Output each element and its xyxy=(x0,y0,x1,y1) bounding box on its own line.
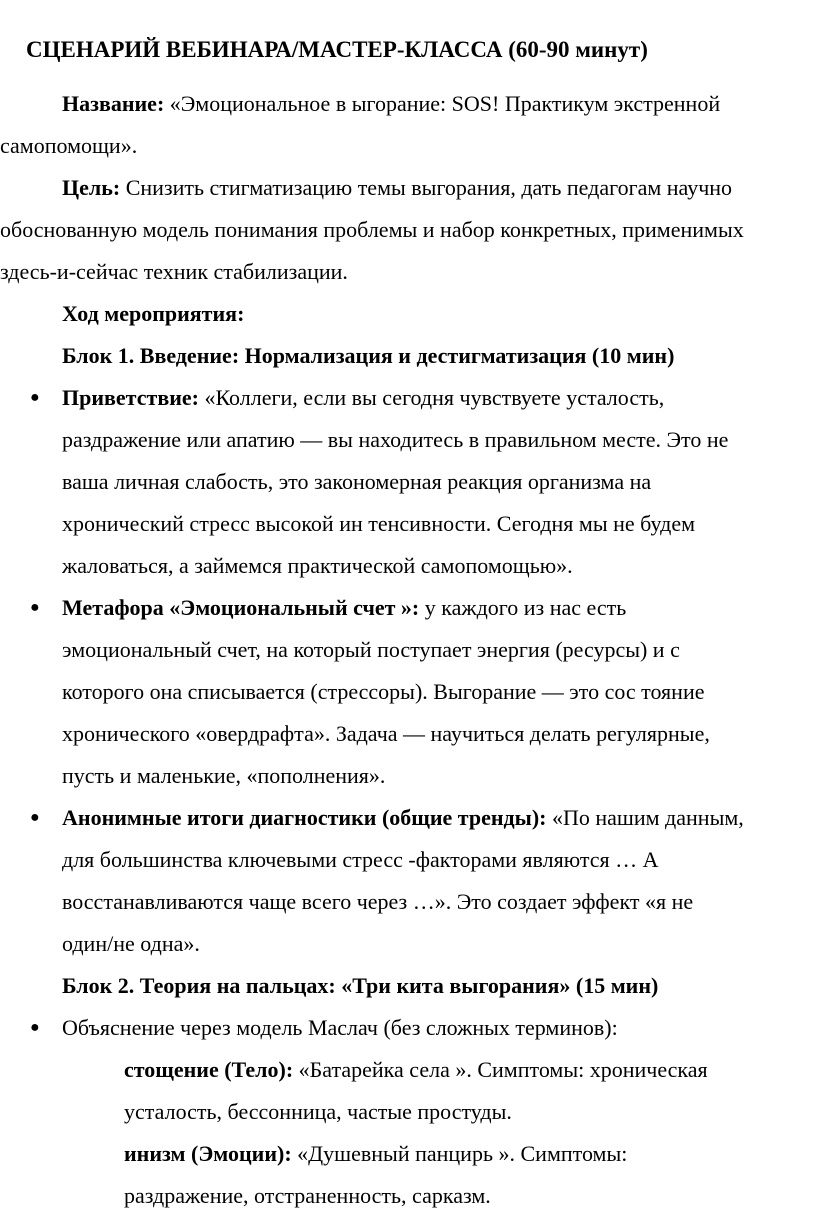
goal-text-2: обоснованную модель понимания проблемы и набор конкретных, применимых xyxy=(0,217,744,242)
document-title: СЦЕНАРИЙ ВЕБИНАРА/МАСТЕР-КЛАССА (60-90 минут) xyxy=(26,37,648,62)
name-line-1 xyxy=(62,90,720,118)
course-heading: Ход мероприятия: xyxy=(62,301,245,326)
block1-heading: Блок 1. Введение: Нормализация и дестигматизация (10 мин) xyxy=(62,343,675,368)
maslach-intro: Объяснение через модель Маслач (без сложных терминов): xyxy=(62,1015,618,1040)
greeting-line-5: жаловаться, а займемся практической самопомощью». xyxy=(62,553,573,578)
name-label: Название: xyxy=(62,91,165,116)
diagnostics-label: Анонимные итоги диагностики (общие тренды): xyxy=(62,805,547,830)
name-text-1: «Эмоциональное в ыгорание: SOS! Практикум экстренной xyxy=(169,91,721,116)
metaphor-label: Метафора «Эмоциональный счет »: xyxy=(62,595,420,620)
cynicism-label: инизм (Эмоции): xyxy=(124,1141,292,1166)
greeting-line-4: хронический стресс высокой ин тенсивности. Сегодня мы не будем xyxy=(62,511,696,536)
greeting-line-3: ваша личная слабость, это закономерная реакция организма на xyxy=(62,469,652,494)
cynicism-line-2: раздражение, отстраненность, сарказм. xyxy=(124,1183,491,1208)
metaphor-line-2: эмоциональный счет, на который поступает энергия (ресурсы) и с xyxy=(62,637,680,662)
goal-text-1: Снизить стигматизацию темы выгорания, дать педагогам научно xyxy=(120,175,733,200)
bullet-icon: ● xyxy=(30,389,40,406)
metaphor-line-4: хронического «овердрафта». Задача — научиться делать регулярные, xyxy=(62,721,710,746)
diagnostics-line-3: восстанавливаются чаще всего через …». Это создает эффект «я не xyxy=(62,889,694,914)
exhaustion-label: стощение (Тело): xyxy=(124,1057,294,1082)
cynicism-item: инизм (Эмоции): «Душевный панцирь ». Симптомы: xyxy=(124,1141,628,1166)
metaphor-line-5: пусть и маленькие, «пополнения». xyxy=(62,763,386,788)
block2-heading: Блок 2. Теория на пальцах: «Три кита выгорания» (15 мин) xyxy=(62,973,659,998)
exhaustion-line-2: усталость, бессонница, частые простуды. xyxy=(124,1099,512,1124)
diagnostics-line-4: один/не одна». xyxy=(62,931,200,956)
metaphor-line-3: которого она списывается (стрессоры). Выгорание — это сос тояние xyxy=(62,679,705,704)
diagnostics-line-2: для большинства ключевыми стресс -факторами являются … А xyxy=(62,847,659,872)
bullet-icon: ● xyxy=(30,809,40,826)
bullet-greeting: Приветствие: «Коллеги, если вы сегодня чувствуете усталость, xyxy=(62,385,665,410)
bullet-diagnostics: Анонимные итоги диагностики (общие тренды): «По нашим данным, xyxy=(62,805,744,830)
bullet-metaphor: Метафора «Эмоциональный счет »: у каждого из нас есть xyxy=(62,595,627,620)
goal-text-3: здесь-и-сейчас техник стабилизации. xyxy=(0,259,348,284)
greeting-label: Приветствие: xyxy=(62,385,199,410)
exhaustion-item: стощение (Тело): «Батарейка села ». Симптомы: хроническая xyxy=(124,1057,708,1082)
goal-label: Цель: xyxy=(62,175,121,200)
bullet-icon: ● xyxy=(30,599,40,616)
goal-line-1 xyxy=(62,174,732,202)
greeting-line-2: раздражение или апатию — вы находитесь в правильном месте. Это не xyxy=(62,427,729,452)
bullet-icon: ● xyxy=(30,1019,40,1036)
name-text-2: самопомощи». xyxy=(0,133,138,158)
